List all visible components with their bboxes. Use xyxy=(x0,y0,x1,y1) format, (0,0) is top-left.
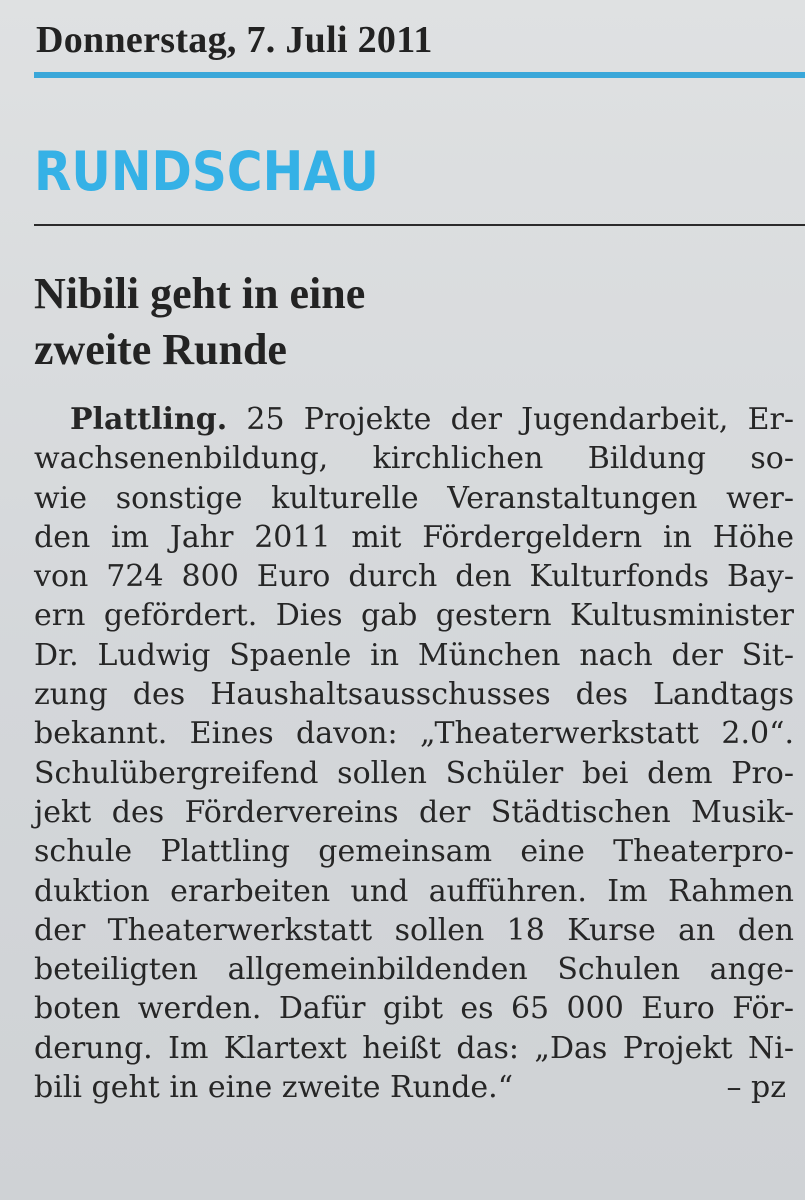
body-line: von 724 800 Euro durch den Kulturfonds Bay- xyxy=(34,559,794,595)
section-title: RUNDSCHAU xyxy=(34,140,379,203)
section-rule xyxy=(34,224,805,226)
body-line: derung. Im Klartext heißt das: „Das Projekt Ni- xyxy=(34,1030,794,1066)
body-line: Schulübergreifend sollen Schüler bei dem Pro- xyxy=(34,755,794,791)
body-line xyxy=(34,1068,794,1107)
body-line: beteiligten allgemeinbildenden Schulen ange- xyxy=(34,952,794,988)
article-headline xyxy=(34,266,774,378)
body-line: zung des Haushaltsausschusses des Landtags xyxy=(34,677,794,713)
body-line: bekannt. Eines davon: „Theaterwerkstatt 2.0“. xyxy=(34,716,794,752)
body-line: jekt des Fördervereins der Städtischen Musik- xyxy=(34,794,794,830)
body-line-text: bili geht in eine zweite Runde.“ xyxy=(34,1070,514,1106)
body-line xyxy=(34,400,794,439)
body-line: wachsenenbildung, kirchlichen Bildung so- xyxy=(34,441,794,477)
body-line: schule Plattling gemeinsam eine Theaterpro- xyxy=(34,834,794,870)
article-body xyxy=(34,400,794,1107)
header-rule xyxy=(34,72,805,78)
body-line: ern gefördert. Dies gab gestern Kultusminister xyxy=(34,598,794,634)
body-line: duktion erarbeiten und aufführen. Im Rahmen xyxy=(34,873,794,909)
body-line: wie sonstige kulturelle Veranstaltungen wer- xyxy=(34,480,794,516)
body-line: den im Jahr 2011 mit Fördergeldern in Höhe xyxy=(34,519,794,555)
body-line: Dr. Ludwig Spaenle in München nach der Sit- xyxy=(34,637,794,673)
issue-date: Donnerstag, 7. Juli 2011 xyxy=(36,19,433,61)
author-signoff: – pz xyxy=(726,1070,786,1106)
headline-line: Nibili geht in eine xyxy=(34,269,366,318)
article-kicker: Plattling. xyxy=(70,402,228,437)
body-line: der Theaterwerkstatt sollen 18 Kurse an den xyxy=(34,912,794,948)
body-line-text: 25 Projekte der Jugendarbeit, Er- xyxy=(227,402,794,437)
body-line: boten werden. Dafür gibt es 65 000 Euro För- xyxy=(34,991,794,1027)
headline-line: zweite Runde xyxy=(34,325,287,374)
